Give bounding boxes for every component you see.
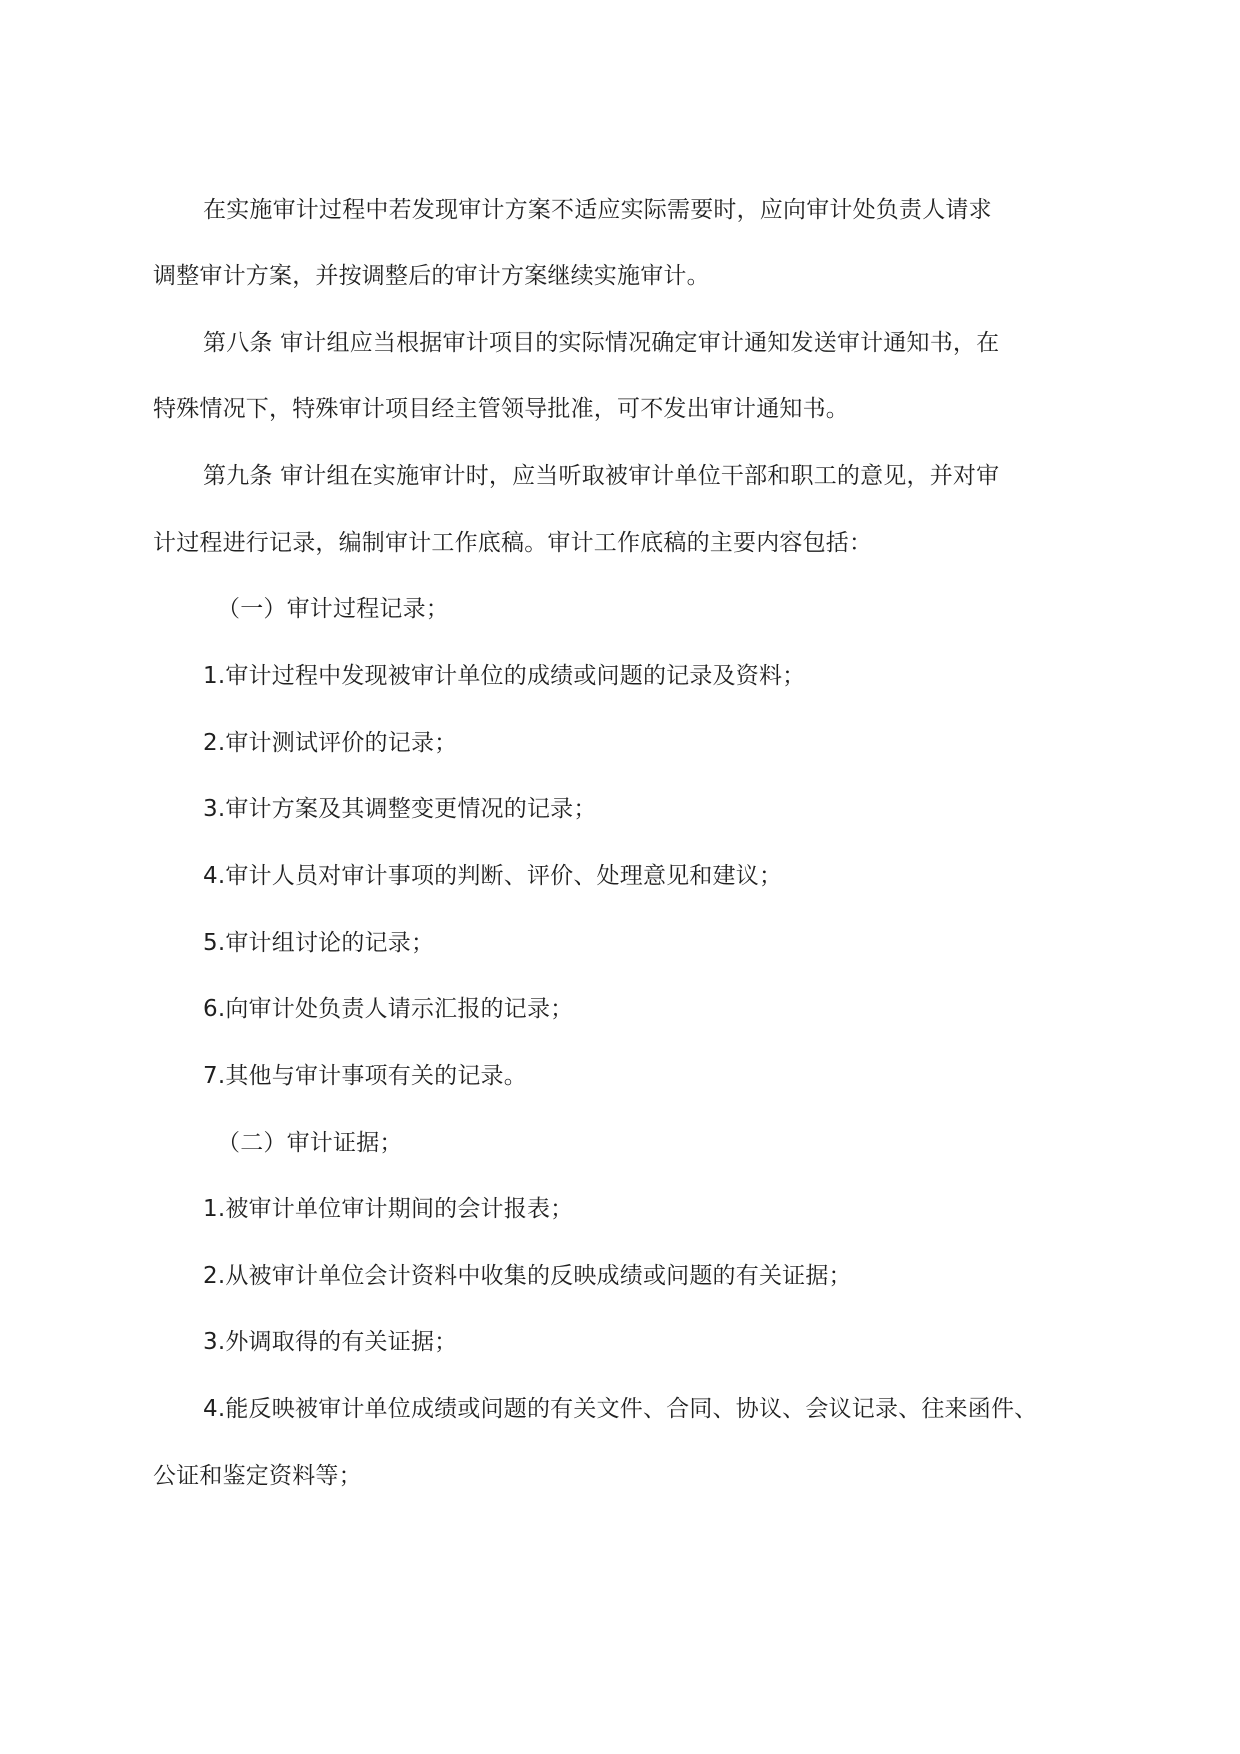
paragraph-line: 公证和鉴定资料等； bbox=[153, 1463, 362, 1489]
paragraph-line: 第八条 审计组应当根据审计项目的实际情况确定审计通知发送审计通知书，在 bbox=[203, 330, 1000, 356]
list-item: 2.审计测试评价的记录； bbox=[203, 730, 458, 756]
list-item: 5.审计组讨论的记录； bbox=[203, 930, 435, 956]
list-item: 1.审计过程中发现被审计单位的成绩或问题的记录及资料； bbox=[203, 663, 806, 689]
list-item: 4.审计人员对审计事项的判断、评价、处理意见和建议； bbox=[203, 863, 783, 889]
list-item: 6.向审计处负责人请示汇报的记录； bbox=[203, 996, 574, 1022]
list-item: 1.被审计单位审计期间的会计报表； bbox=[203, 1196, 574, 1222]
section-heading: （二）审计证据； bbox=[217, 1130, 403, 1156]
paragraph-line: 特殊情况下，特殊审计项目经主管领导批准，可不发出审计通知书。 bbox=[153, 396, 849, 422]
list-item: 4.能反映被审计单位成绩或问题的有关文件、合同、协议、会议记录、往来函件、 bbox=[203, 1396, 1038, 1422]
paragraph-line: 计过程进行记录，编制审计工作底稿。审计工作底稿的主要内容包括： bbox=[153, 530, 873, 556]
list-item: 7.其他与审计事项有关的记录。 bbox=[203, 1063, 527, 1089]
list-item: 3.审计方案及其调整变更情况的记录； bbox=[203, 796, 597, 822]
section-heading: （一）审计过程记录； bbox=[217, 596, 449, 622]
paragraph-line: 调整审计方案，并按调整后的审计方案继续实施审计。 bbox=[153, 263, 710, 289]
list-item: 2.从被审计单位会计资料中收集的反映成绩或问题的有关证据； bbox=[203, 1263, 852, 1289]
paragraph-line: 第九条 审计组在实施审计时，应当听取被审计单位干部和职工的意见，并对审 bbox=[203, 463, 1000, 489]
list-item: 3.外调取得的有关证据； bbox=[203, 1329, 458, 1355]
paragraph-line: 在实施审计过程中若发现审计方案不适应实际需要时，应向审计处负责人请求 bbox=[203, 197, 992, 223]
